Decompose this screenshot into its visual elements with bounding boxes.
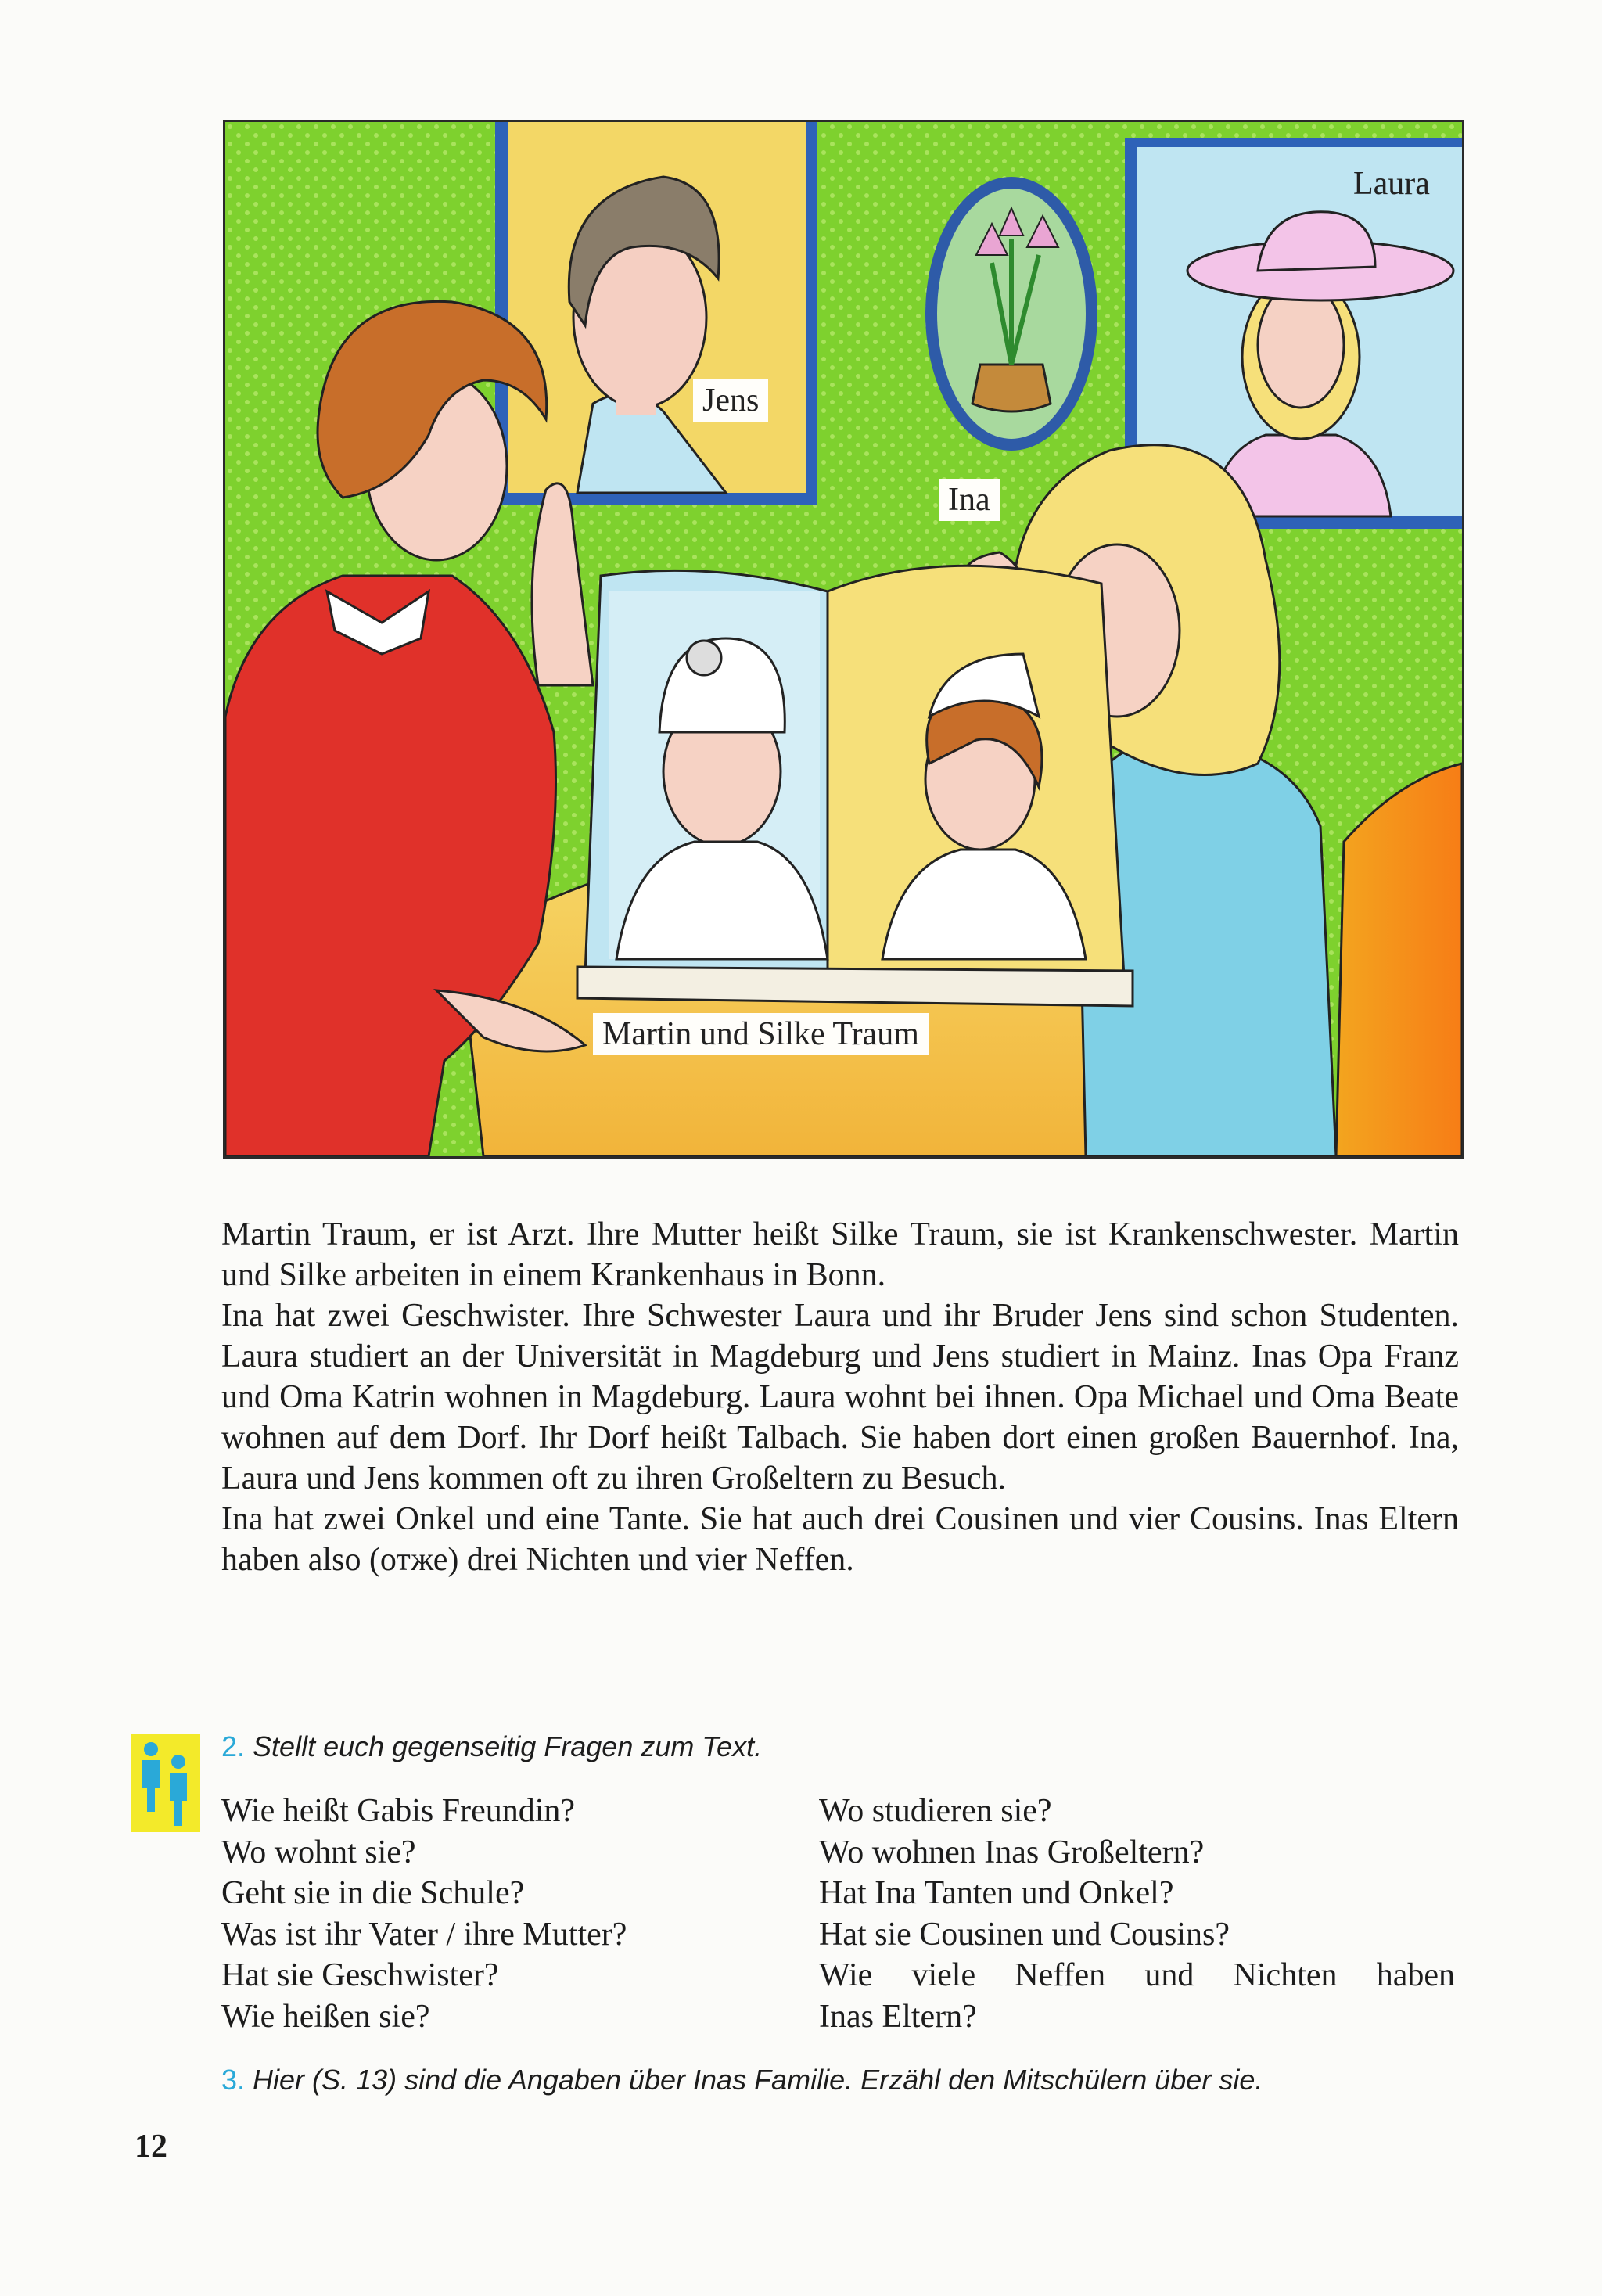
jens-portrait: [495, 122, 817, 505]
paragraph-siblings: Ina hat zwei Geschwister. Ihre Schwester Laura und ihr Bruder Jens sind schon Studenten. Laura studiert an der Universität in Magdeburg und Jens studiert in Mainz. Inas Opa Franz und Oma Katrin wohnen in Magdeburg. Laura wohnt bei ihnen. Opa Michael und Oma Beate wohnen auf dem Dorf. Ihr Dorf heißt Talbach. Sie haben dort einen großen Bauernhof. Ina, Laura und Jens kommen oft zu ihren Großeltern zu Besuch.: [221, 1298, 1459, 1497]
exercise-3-heading: [221, 2063, 1263, 2097]
question-item: Wo wohnen Inas Großeltern?: [819, 1834, 1205, 1870]
caption-jens: Jens: [693, 379, 768, 422]
question-item: Wie heißt Gabis Freundin?: [221, 1793, 576, 1829]
questions-right-column: [819, 1791, 1460, 2037]
caption-laura: Laura: [1353, 166, 1430, 202]
question-word: und: [1144, 1957, 1194, 1993]
question-item: Hat sie Cousinen und Cousins?: [819, 1916, 1230, 1953]
illustration-drawing: [225, 122, 1462, 1156]
question-word: Wie: [819, 1957, 873, 1993]
question-word: viele: [911, 1957, 976, 1993]
question-word: haben: [1376, 1957, 1455, 1993]
exercise-3-number: 3.: [221, 2064, 246, 2096]
page-number: 12: [135, 2129, 167, 2165]
caption-martin-silke: Martin und Silke Traum: [593, 1013, 929, 1055]
question-item-continuation: Inas Eltern?: [819, 1998, 977, 2035]
question-item: Geht sie in die Schule?: [221, 1875, 525, 1911]
question-word: Neffen: [1015, 1957, 1106, 1993]
question-item: Hat sie Geschwister?: [221, 1957, 499, 1993]
paragraph-relatives: Ina hat zwei Onkel und eine Tante. Sie hat auch drei Cousinen und vier Cousins. Inas Eltern haben also (отже) drei Nichten und vier Neffen.: [221, 1501, 1459, 1578]
pair-work-icon: [131, 1734, 200, 1832]
reading-text: [221, 1214, 1459, 1580]
question-item: Wie heißen sie?: [221, 1998, 430, 2035]
question-item-justified: [819, 1955, 1455, 1996]
exercise-2-heading: [221, 1730, 762, 1764]
exercise-3-instruction: Hier (S. 13) sind die Angaben über Inas Familie. Erzähl den Mitschülern über sie.: [253, 2064, 1263, 2096]
family-album-illustration: [223, 120, 1464, 1159]
vase-picture: [925, 177, 1097, 451]
caption-ina: Ina: [939, 479, 1000, 521]
question-item: Wo studieren sie?: [819, 1793, 1052, 1829]
question-item: Wo wohnt sie?: [221, 1834, 416, 1870]
question-word: Nichten: [1233, 1957, 1338, 1993]
questions-left-column: [221, 1791, 785, 2037]
question-item: Hat Ina Tanten und Onkel?: [819, 1875, 1174, 1911]
question-item: Was ist ihr Vater / ihre Mutter?: [221, 1916, 627, 1953]
paragraph-parents: Martin Traum, er ist Arzt. Ihre Mutter heißt Silke Traum, sie ist Krankenschwester. Martin und Silke arbeiten in einem Krankenhaus in Bonn.: [221, 1216, 1459, 1293]
exercise-2-number: 2.: [221, 1730, 246, 1762]
photo-album: [577, 566, 1133, 1006]
exercise-2-instruction: Stellt euch gegenseitig Fragen zum Text.: [253, 1730, 763, 1762]
